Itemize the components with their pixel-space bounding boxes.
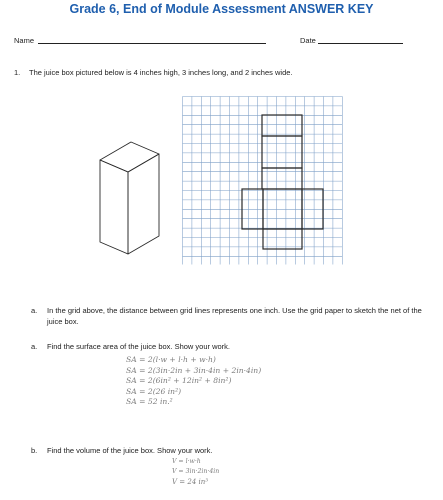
name-line — [38, 43, 266, 44]
part-a2-letter: a. — [31, 342, 38, 351]
part-a1-letter: a. — [31, 306, 38, 315]
page-title: Grade 6, End of Module Assessment ANSWER KEY — [69, 2, 374, 16]
part-b-letter: b. — [31, 446, 38, 455]
surface-area-line-2: SA = 2(3in·2in + 3in·4in + 2in·4in) — [126, 365, 262, 375]
surface-area-line-4: SA = 2(26 in²) — [126, 386, 182, 396]
date-line — [318, 43, 403, 44]
net-bottom-face — [262, 168, 302, 189]
net-lower-face — [263, 229, 302, 249]
net-right-face — [302, 189, 323, 229]
net-back-face — [262, 136, 302, 168]
grid-paper — [182, 96, 344, 267]
question-text: The juice box pictured below is 4 inches high, 3 inches long, and 2 inches wide. — [29, 68, 293, 77]
surface-area-line-1: SA = 2(l·w + l·h + w·h) — [126, 355, 216, 364]
net-front-face — [263, 189, 302, 229]
volume-work — [172, 458, 219, 488]
date-label: Date — [300, 36, 316, 45]
question-number: 1. — [14, 68, 21, 77]
surface-area-line-3: SA = 2(6in² + 12in² + 8in²) — [126, 376, 232, 385]
volume-line-3: V = 24 in³ — [172, 478, 209, 486]
net-sketch — [242, 115, 323, 249]
surface-area-work — [126, 355, 261, 408]
part-a1-text: In the grid above, the distance between grid lines represents one inch. Use the grid paper to sketch the net of the juice box. — [47, 306, 422, 326]
juice-box-drawing — [97, 140, 163, 260]
part-b-text: Find the volume of the juice box. Show your work. — [47, 446, 213, 455]
volume-line-2: V = 3in·2in·4in — [172, 468, 220, 475]
net-top-face — [262, 115, 302, 136]
net-left-face — [242, 189, 263, 229]
name-label: Name — [14, 36, 35, 45]
juice-box-side-face — [128, 154, 159, 254]
part-a2-text: Find the surface area of the juice box. Show your work. — [47, 342, 231, 351]
surface-area-line-5: SA = 52 in.² — [126, 397, 173, 406]
juice-box-front-face — [100, 160, 128, 254]
juice-box-top-face — [100, 142, 159, 172]
volume-line-1: V = l·w·h — [172, 458, 201, 465]
